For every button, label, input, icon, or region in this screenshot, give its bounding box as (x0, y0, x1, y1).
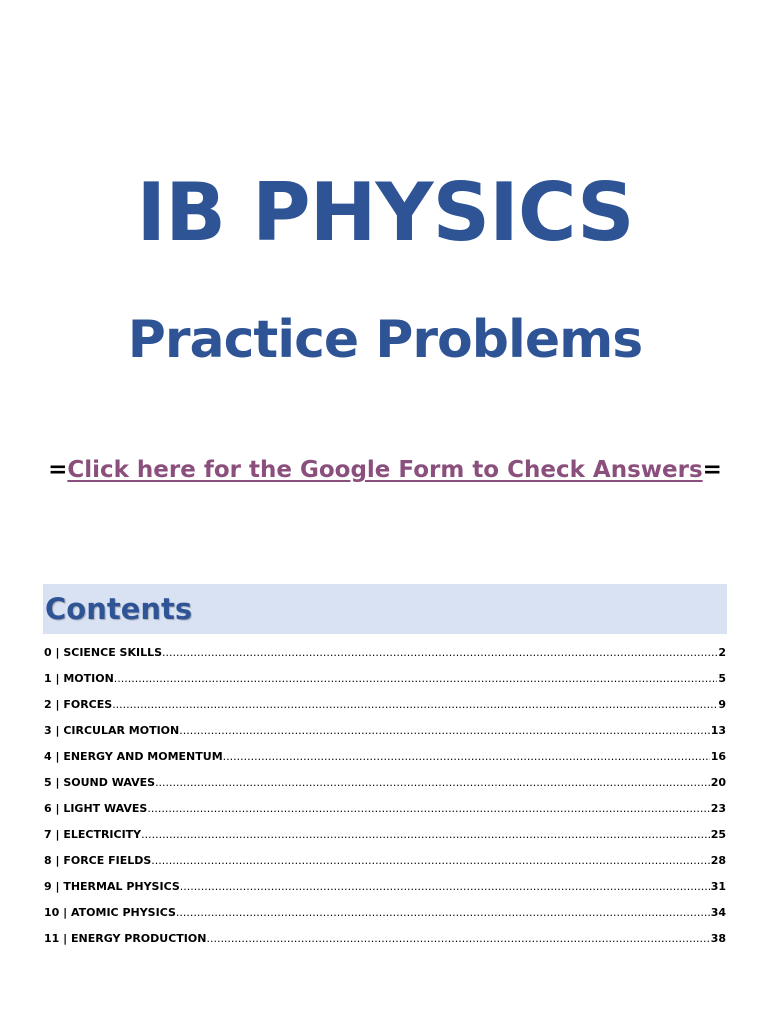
toc-entry-label[interactable]: 8 | FORCE FIELDS (44, 854, 152, 867)
toc-dot-leader (180, 874, 710, 900)
toc-entry-page[interactable]: 5 (718, 672, 726, 685)
google-form-line (0, 452, 770, 488)
toc-entry-page[interactable]: 16 (710, 750, 726, 763)
table-of-contents (44, 640, 726, 952)
toc-entry-label[interactable]: 2 | FORCES (44, 698, 113, 711)
toc-entry-label[interactable]: 0 | SCIENCE SKILLS (44, 646, 163, 659)
toc-entry[interactable] (44, 692, 726, 718)
contents-header-band (43, 584, 727, 634)
toc-entry[interactable] (44, 874, 726, 900)
toc-dot-leader (162, 640, 717, 666)
toc-entry-label[interactable]: 9 | THERMAL PHYSICS (44, 880, 180, 893)
toc-dot-leader (147, 796, 709, 822)
toc-entry[interactable] (44, 666, 726, 692)
toc-entry-label[interactable]: 10 | ATOMIC PHYSICS (44, 906, 176, 919)
toc-entry[interactable] (44, 900, 726, 926)
toc-entry-page[interactable]: 20 (710, 776, 726, 789)
form-link-prefix: = (48, 457, 68, 483)
toc-entry[interactable] (44, 848, 726, 874)
toc-dot-leader (206, 926, 709, 952)
toc-entry[interactable] (44, 744, 726, 770)
toc-entry-page[interactable]: 28 (710, 854, 726, 867)
toc-dot-leader (179, 718, 709, 744)
toc-entry-label[interactable]: 4 | ENERGY AND MOMENTUM (44, 750, 223, 763)
toc-dot-leader (223, 744, 710, 770)
contents-heading: Contents (45, 592, 193, 626)
toc-entry-page[interactable]: 2 (718, 646, 726, 659)
toc-entry[interactable] (44, 770, 726, 796)
toc-entry-label[interactable]: 6 | LIGHT WAVES (44, 802, 148, 815)
toc-dot-leader (114, 666, 718, 692)
toc-entry[interactable] (44, 926, 726, 952)
toc-dot-leader (112, 692, 717, 718)
toc-entry-label[interactable]: 1 | MOTION (44, 672, 114, 685)
toc-entry-label[interactable]: 5 | SOUND WAVES (44, 776, 156, 789)
toc-entry-label[interactable]: 3 | CIRCULAR MOTION (44, 724, 180, 737)
toc-entry-page[interactable]: 38 (710, 932, 726, 945)
google-form-link[interactable]: Click here for the Google Form to Check Answers (67, 457, 703, 483)
form-link-suffix: = (702, 457, 722, 483)
toc-entry-label[interactable]: 7 | ELECTRICITY (44, 828, 142, 841)
toc-entry-page[interactable]: 25 (710, 828, 726, 841)
toc-entry-page[interactable]: 34 (710, 906, 726, 919)
toc-dot-leader (151, 848, 709, 874)
toc-entry-page[interactable]: 13 (710, 724, 726, 737)
toc-dot-leader (176, 900, 710, 926)
toc-dot-leader (141, 822, 710, 848)
toc-entry[interactable] (44, 822, 726, 848)
document-subtitle: Practice Problems (127, 310, 643, 370)
toc-entry-page[interactable]: 23 (710, 802, 726, 815)
toc-entry-page[interactable]: 9 (718, 698, 726, 711)
toc-entry[interactable] (44, 796, 726, 822)
toc-entry-page[interactable]: 31 (710, 880, 726, 893)
toc-dot-leader (155, 770, 710, 796)
toc-entry[interactable] (44, 718, 726, 744)
toc-entry[interactable] (44, 640, 726, 666)
document-title: IB PHYSICS (136, 166, 634, 259)
toc-entry-label[interactable]: 11 | ENERGY PRODUCTION (44, 932, 207, 945)
